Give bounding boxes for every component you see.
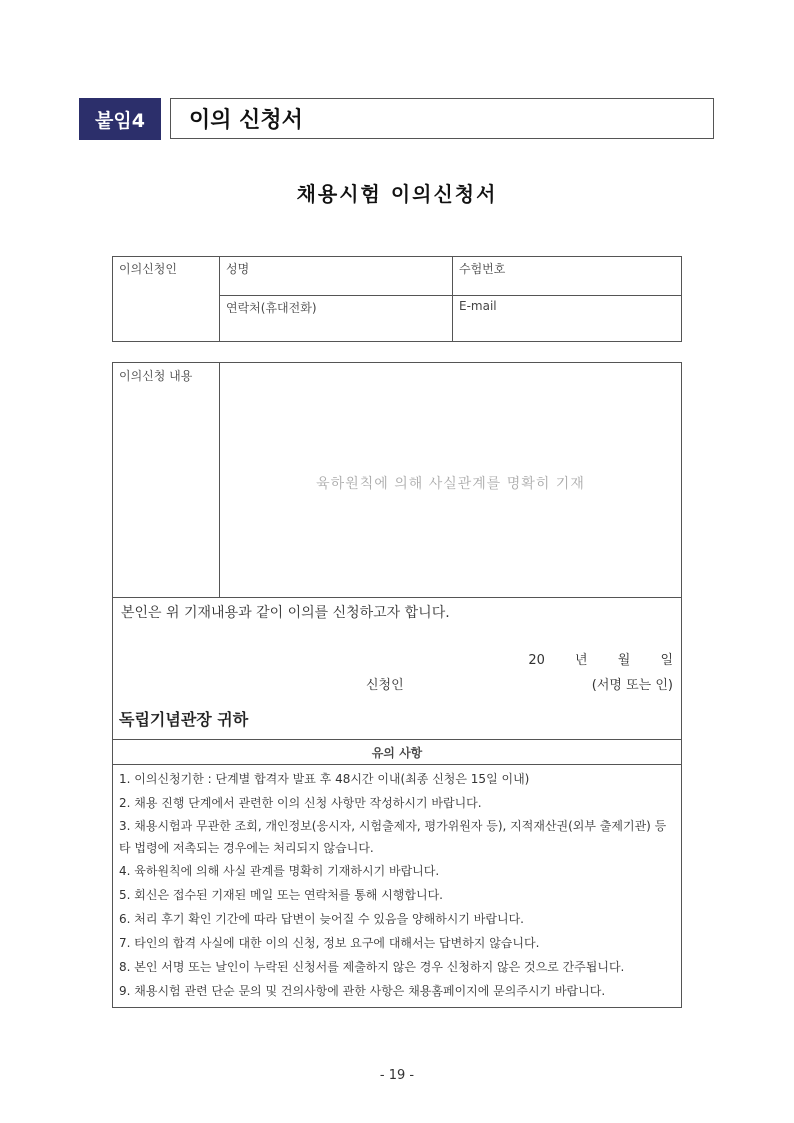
objection-table <box>112 362 682 1008</box>
contact-field[interactable]: 연락처(휴대전화) <box>220 295 453 341</box>
content-label: 이의신청 내용 <box>113 363 220 598</box>
page-number: - 19 - <box>379 1068 415 1083</box>
addressee: 독립기념관장 귀하 <box>119 710 249 729</box>
attachment-badge: 붙임4 <box>79 98 161 140</box>
notes-list <box>113 765 682 1008</box>
name-field[interactable]: 성명 <box>220 257 453 296</box>
content-placeholder: 육하원칙에 의해 사실관계를 명확히 기재 <box>316 476 585 492</box>
applicant-row-label: 이의신청인 <box>113 257 220 342</box>
date-day-unit: 일 <box>660 653 673 668</box>
email-field[interactable]: E-mail <box>453 295 682 341</box>
note-item: 6. 처리 후기 확인 기간에 따라 답변이 늦어질 수 있음을 양해하시기 바랍니다. <box>119 912 524 926</box>
note-item: 5. 회신은 접수된 기재된 메일 또는 연락처를 통해 시행합니다. <box>119 888 443 902</box>
note-item: 7. 타인의 합격 사실에 대한 이의 신청, 정보 요구에 대해서는 답변하지 않습니다. <box>119 936 540 950</box>
date-line[interactable] <box>528 649 673 668</box>
applicant-signature-label: 신청인 <box>366 678 404 693</box>
note-item: 9. 채용시험 관련 단순 문의 및 건의사항에 관한 사항은 채용홈페이지에 문의주시기 바랍니다. <box>119 984 606 998</box>
declaration-statement: 본인은 위 기재내용과 같이 이의를 신청하고자 합니다. <box>121 605 450 621</box>
note-item: 8. 본인 서명 또는 날인이 누락된 신청서를 제출하지 않은 경우 신청하지 않은 것으로 간주됩니다. <box>119 960 625 974</box>
note-item: 3. 채용시험과 무관한 조회, 개인정보(응시자, 시험출제자, 평가위원자 등), 지적재산권(외부 출제기관) 등 타 법령에 저촉되는 경우에는 처리되지 않습니다. <box>119 819 667 855</box>
date-year-unit: 년 <box>575 653 588 668</box>
content-input-area[interactable] <box>220 363 682 598</box>
declaration-section <box>113 598 682 740</box>
exam-number-field[interactable]: 수험번호 <box>453 257 682 296</box>
date-year: 20 <box>528 653 545 668</box>
note-item: 2. 채용 진행 단계에서 관련한 이의 신청 사항만 작성하시기 바랍니다. <box>119 796 482 810</box>
signature-note[interactable]: (서명 또는 인) <box>591 678 673 693</box>
note-item: 4. 육하원칙에 의해 사실 관계를 명확히 기재하시기 바랍니다. <box>119 864 440 878</box>
date-month-unit: 월 <box>617 653 631 668</box>
note-item: 1. 이의신청기한 : 단계별 합격자 발표 후 48시간 이내(최종 신청은 15일 이내) <box>119 772 530 786</box>
notes-title: 유의 사항 <box>113 740 682 765</box>
document-title: 채용시험 이의신청서 <box>296 182 498 206</box>
section-title: 이의 신청서 <box>170 98 714 139</box>
applicant-info-table <box>112 256 682 342</box>
